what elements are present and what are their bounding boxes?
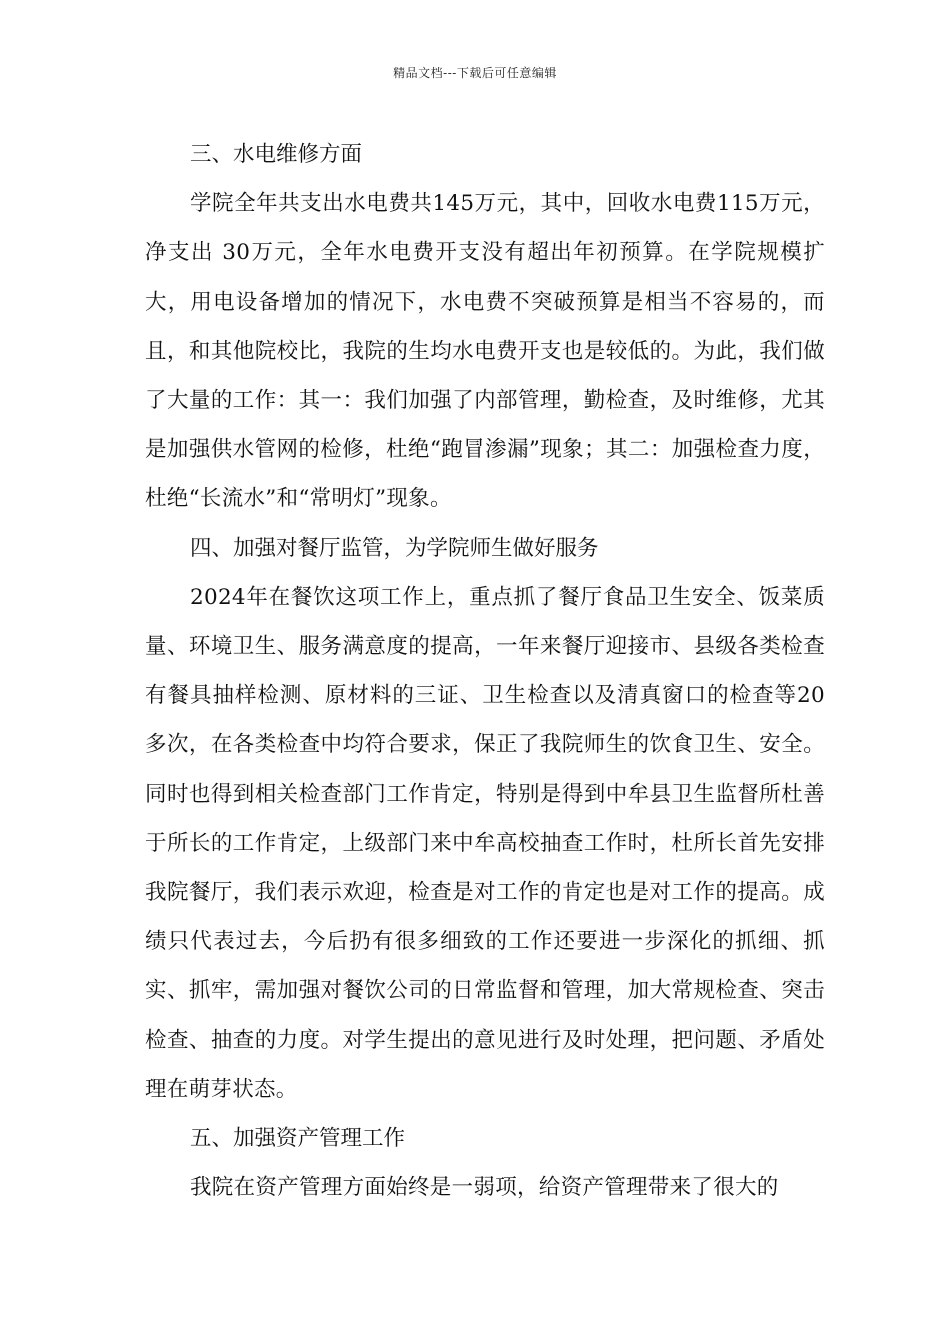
body-paragraph: 我院在资产管理方面始终是一弱项，给资产管理带来了很大的 [190,1175,779,1201]
section-asset-management [145,1114,825,1212]
section-heading: 三、水电维修方面 [190,142,363,167]
section-water-electric [145,130,825,524]
section-heading: 五、加强资产管理工作 [190,1126,406,1152]
section-canteen [145,524,825,1114]
body-paragraph: 2024年在餐饮这项工作上，重点抓了餐厅食品卫生安全、饭菜质量、环境卫生、服务满意度的提高，一年来餐厅迎接市、县级各类检查有餐具抽样检测、原材料的三证、卫生检查以及清真窗口的检查等20多次，在各类检查中均符合要求，保正了我院师生的饮食卫生、安全。同时也得到相关检查部门工作肯定，特别是得到中牟县卫生监督所杜善于所长的工作肯定，上级部门来中牟高校抽查工作时，杜所长首先安排我院餐厅，我们表示欢迎，检查是对工作的肯定也是对工作的提高。成绩只代表过去，今后扔有很多细致的工作还要进一步深化的抓细、抓实、抓牢，需加强对餐饮公司的日常监督和管理，加大常规检查、突击检查、抽查的力度。对学生提出的意见进行及时处理，把问题、矛盾处理在萌芽状态。 [145,584,825,1102]
body-paragraph: 学院全年共支出水电费共145万元，其中，回收水电费115万元，净支出 30万元，全年水电费开支没有超出年初预算。在学院规模扩大，用电设备增加的情况下，水电费不突破预算是相当不容易的，而且，和其他院校比，我院的生均水电费开支也是较低的。为此，我们做了大量的工作：其一：我们加强了内部管理，勤检查，及时维修，尤其是加强供水管网的检修，杜绝“跑冒渗漏”现象；其二：加强检查力度，杜绝“长流水”和“常明灯”现象。 [145,191,825,512]
document-body [145,130,825,1212]
page-header: 精品文档---下载后可任意编辑 [393,66,557,80]
section-heading: 四、加强对餐厅监管，为学院师生做好服务 [190,535,599,561]
